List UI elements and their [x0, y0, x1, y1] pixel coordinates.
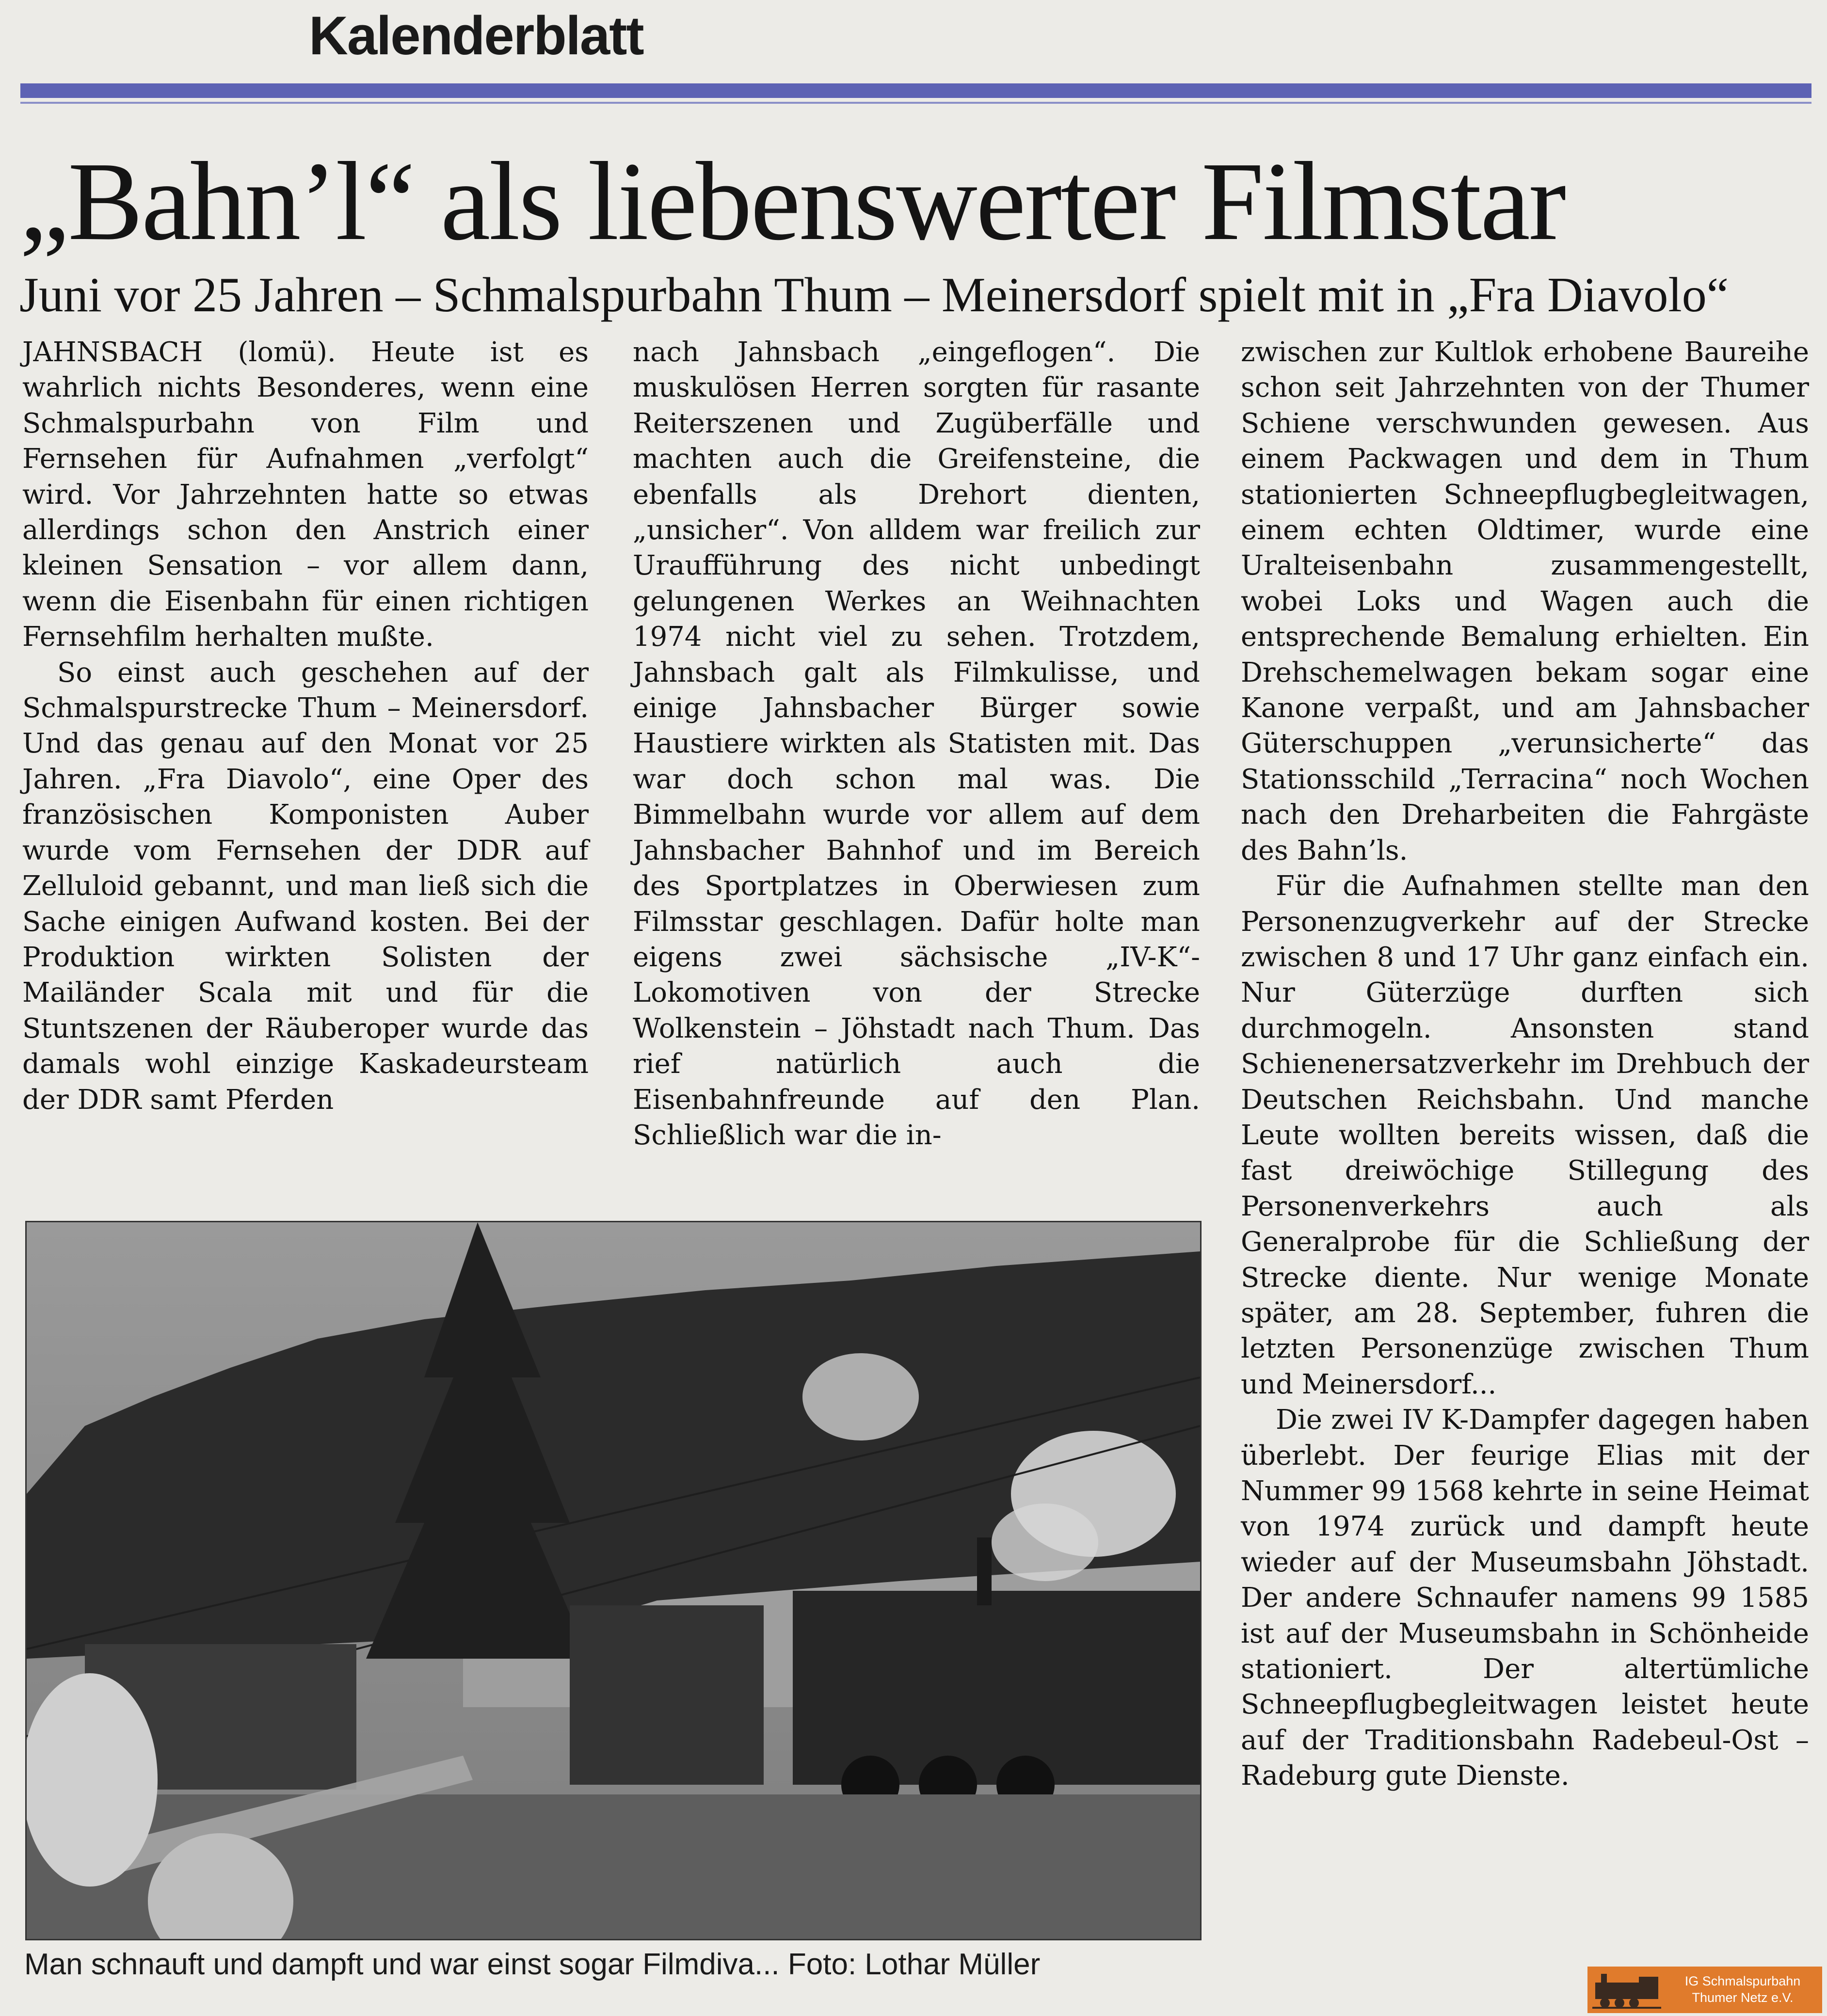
article-paragraph: nach Jahnsbach „eingeflogen“. Die muskulösen Herren sorgten für rasante Reiterszenen und Zugüberfälle und machten auch die Greifensteine, die ebenfalls als Drehort dienten, „unsicher“. Von alldem war freilich zur Uraufführung des nicht unbedingt gelungenen Werkes an Weihnachten 1974 nicht viel zu sehen. Trotzdem, Jahnsbach galt als Filmkulisse, und einige Jahnsbacher Bürger sowie Haustiere wirkten als Statisten mit. Das war doch schon mal was. Die Bimmelbahn wurde vor allem auf dem Jahnsbacher Bahnhof und im Bereich des Sportplatzes in Oberwiesen zum Filmsstar geschlagen. Dafür holte man eigens zwei sächsische „IV-K“-Lokomotiven von der Strecke Wolkenstein – Jöhstadt nach Thum. Das rief natürlich auch die Eisenbahnfreunde auf den Plan. Schließlich war die in- [633, 336, 1200, 1151]
section-rule-thin [20, 102, 1811, 104]
train-photo [25, 1221, 1202, 1940]
watermark-text: IG Schmalspurbahn Thumer Netz e.V. [1684, 1974, 1801, 2005]
article-paragraph: Für die Aufnahmen stellte man den Personenzugverkehr auf der Strecke zwischen 8 und 17 Uhr ganz einfach ein. Nur Güterzüge durften sich durchmogeln. Ansonsten stand Schienenersatzverkehr im Drehbuch der Deutschen Reichsbahn. Und manche Leute wollten bereits wissen, daß die fast dreiwöchige Stillegung des Personenverkehrs auch als Generalprobe für die Schließung der Strecke diente. Nur wenige Monate später, am 28. September, fuhren die letzten Personenzüge zwischen Thum und Meinersdorf... [1241, 870, 1809, 1400]
train-photo-illustration [27, 1222, 1200, 1939]
section-rule [20, 83, 1811, 98]
article-paragraph: So einst auch geschehen auf der Schmalspurstrecke Thum – Meinersdorf. Und das genau auf den Monat vor 25 Jahren. „Fra Diavolo“, eine Oper des französischen Komponisten Auber wurde vom Fernsehen der DDR auf Zelluloid gebannt, und man ließ sich die Sache einigen Aufwand kosten. Bei der Produktion wirkten Solisten der Mailänder Scala mit und für die Stuntszenen der Räuberoper wurde das damals wohl einzige Kaskadeursteam der DDR samt Pferden [22, 656, 589, 1116]
article-column-1 [22, 335, 589, 1118]
photo-caption: Man schnauft und dampft und war einst sogar Filmdiva... Foto: Lothar Müller [24, 1948, 1041, 1981]
article-paragraph: JAHNSBACH (lomü). Heute ist es wahrlich nichts Besonderes, wenn eine Schmalspurbahn von Film und Fernsehen für Aufnahmen „verfolgt“ wird. Vor Jahrzehnten hatte so etwas allerdings schon den Anstrich einer kleinen Sensation – vor allem dann, wenn die Eisenbahn für einen richtigen Fernsehfilm herhalten mußte. [22, 336, 589, 653]
section-label: Kalenderblatt [309, 5, 643, 66]
article-paragraph: zwischen zur Kultlok erhobene Baureihe schon seit Jahrzehnten von der Thumer Schiene verschwunden gewesen. Aus einem Packwagen und dem in Thum stationierten Schneepflugbegleitwagen, einem echten Oldtimer, wurde eine Uralteisenbahn zusammengestellt, wobei Loks und Wagen auch die entsprechende Bemalung erhielten. Ein Drehschemelwagen bekam sogar eine Kanone verpaßt, und am Jahnsbacher Güterschuppen „verunsicherte“ das Stationsschild „Terracina“ noch Wochen nach den Dreharbeiten die Fahrgäste des Bahn’ls. [1241, 336, 1809, 866]
subheadline: Juni vor 25 Jahren – Schmalspurbahn Thum – Meinersdorf spielt mit in „Fra Diavolo“ [19, 268, 1729, 322]
article-column-3 [1241, 335, 1809, 1794]
watermark-badge [1587, 1967, 1822, 2013]
article-column-2 [633, 335, 1200, 1153]
steam-locomotive-icon [1590, 1968, 1663, 2012]
article-paragraph: Die zwei IV K-Dampfer dagegen haben überlebt. Der feurige Elias mit der Nummer 99 1568 kehrte in seine Heimat von 1974 zurück und dampft heute wieder auf der Museumsbahn Jöhstadt. Der andere Schnaufer namens 99 1585 ist auf der Museumsbahn in Schönheide stationiert. Der altertümliche Schneepflugbegleitwagen leistet heute auf der Traditionsbahn Radebeul-Ost – Radeburg gute Dienste. [1241, 1404, 1809, 1792]
headline: „Bahn’l“ als liebenswerter Filmstar [19, 139, 1565, 264]
